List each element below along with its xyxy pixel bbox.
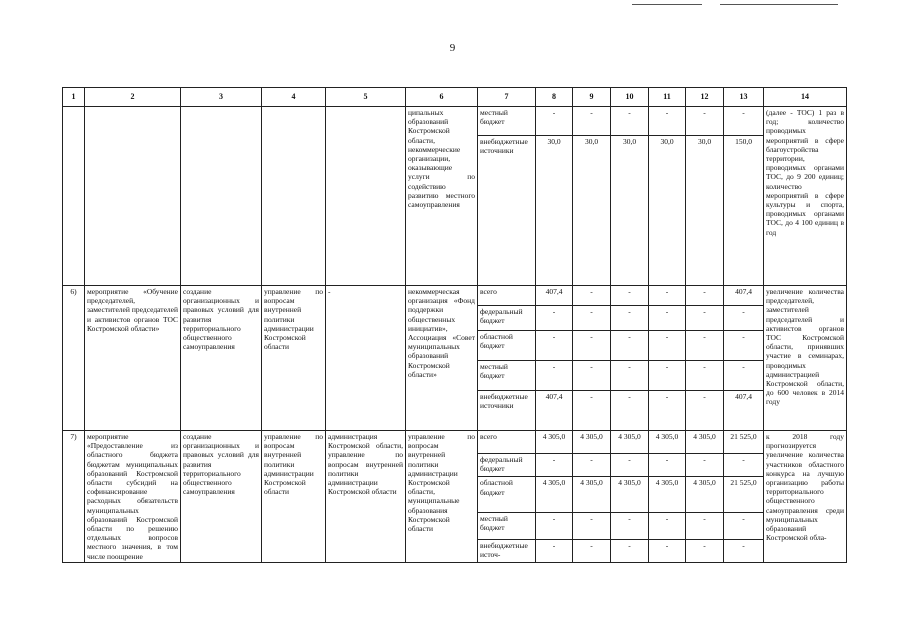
header-cell: 4 xyxy=(262,88,326,107)
amount-cell: - xyxy=(686,107,724,136)
amount-cell: 407,4 xyxy=(724,391,764,431)
amount-cell: - xyxy=(573,107,611,136)
amount-cell: - xyxy=(724,107,764,136)
header-row xyxy=(63,88,847,107)
expected-result-cell: к 2018 году прогнозируется увеличение количества участников областного конкурса на лучшую организацию работы территориального общественного самоуправления среди муниципальных образований Костромской обла- xyxy=(764,431,847,563)
amount-cell: 4 305,0 xyxy=(611,477,649,513)
participants-cell: некоммерческая организация «Фонд поддержки общественных инициатив», Ассоциация «Совет муниципальных образований Костромской области» xyxy=(406,286,478,431)
amount-cell: - xyxy=(724,513,764,539)
amount-cell: 4 305,0 xyxy=(686,477,724,513)
amount-cell: 4 305,0 xyxy=(536,477,573,513)
header-cell: 13 xyxy=(724,88,764,107)
table-row xyxy=(63,107,847,136)
amount-cell: - xyxy=(724,361,764,391)
amount-cell: - xyxy=(536,454,573,477)
responsible-cell: управление по вопросам внутренней политики администрации Костромской области xyxy=(262,286,326,431)
row-number-cell: 7) xyxy=(63,431,85,563)
participants-cell: ципальных образований Костромской области, некоммерческие организации, оказывающие услуги по содействию развитию местного самоуправления xyxy=(406,107,478,286)
amount-cell: 21 525,0 xyxy=(724,477,764,513)
funding-source-cell: областной бюджет xyxy=(478,477,536,513)
header-cell: 9 xyxy=(573,88,611,107)
amount-cell: - xyxy=(649,361,686,391)
co-executor-cell xyxy=(326,107,406,286)
amount-cell: 30,0 xyxy=(649,136,686,286)
amount-cell: - xyxy=(611,391,649,431)
header-cell: 12 xyxy=(686,88,724,107)
amount-cell: 4 305,0 xyxy=(573,431,611,454)
amount-cell: - xyxy=(649,539,686,562)
header-cell: 8 xyxy=(536,88,573,107)
amount-cell: - xyxy=(573,286,611,306)
funding-source-cell: внебюджетные источники xyxy=(478,391,536,431)
amount-cell: - xyxy=(686,286,724,306)
responsible-cell xyxy=(262,107,326,286)
funding-source-cell: местный бюджет xyxy=(478,361,536,391)
header-cell: 1 xyxy=(63,88,85,107)
amount-cell: 4 305,0 xyxy=(649,477,686,513)
amount-cell: - xyxy=(536,539,573,562)
funding-source-cell: всего xyxy=(478,286,536,306)
amount-cell: - xyxy=(611,107,649,136)
funding-source-cell: внебюджетные источники xyxy=(478,136,536,286)
amount-cell: - xyxy=(724,306,764,331)
funding-source-cell: федеральный бюджет xyxy=(478,306,536,331)
co-executor-cell: - xyxy=(326,286,406,431)
amount-cell: 4 305,0 xyxy=(649,431,686,454)
amount-cell: - xyxy=(649,391,686,431)
amount-cell: 30,0 xyxy=(686,136,724,286)
amount-cell: - xyxy=(536,331,573,361)
amount-cell: - xyxy=(611,454,649,477)
amount-cell: - xyxy=(573,306,611,331)
amount-cell: - xyxy=(611,513,649,539)
amount-cell: 30,0 xyxy=(573,136,611,286)
activity-cell: мероприятие «Предоставление из областного бюджета бюджетам муниципальных образований Костромской области субсидий на софинансирование расходных обязательств муниципальных образований Костромской области по решению отдельных вопросов местного значения, в том числе поощрение xyxy=(85,431,181,563)
amount-cell: - xyxy=(611,361,649,391)
row-number-cell xyxy=(63,107,85,286)
co-executor-cell: администрация Костромской области, управление по вопросам внутренней политики администрации Костромской области xyxy=(326,431,406,563)
table-row xyxy=(63,286,847,306)
amount-cell: - xyxy=(724,539,764,562)
amount-cell: - xyxy=(724,331,764,361)
activity-cell: мероприятие «Обучение председателей, заместителей председателей и активистов органов ТОС Костромской области» xyxy=(85,286,181,431)
amount-cell: 4 305,0 xyxy=(611,431,649,454)
amount-cell: - xyxy=(686,361,724,391)
amount-cell: 30,0 xyxy=(611,136,649,286)
participants-cell: управление по вопросам внутренней политики администрации Костромской области, муниципальные образования Костромской области xyxy=(406,431,478,563)
amount-cell: - xyxy=(649,513,686,539)
header-cell: 7 xyxy=(478,88,536,107)
amount-cell: 407,4 xyxy=(536,286,573,306)
expected-result-cell: (далее - ТОС) 1 раз в год; количество проводимых мероприятий в сфере благоустройства территории, проводимых органами ТОС, до 9 200 единиц; количество мероприятий в сфере культуры и спорта, проводимых органами ТОС, до 4 100 единиц в год xyxy=(764,107,847,286)
amount-cell: 150,0 xyxy=(724,136,764,286)
goal-cell xyxy=(181,107,262,286)
amount-cell: 407,4 xyxy=(536,391,573,431)
activity-cell xyxy=(85,107,181,286)
amount-cell: 4 305,0 xyxy=(536,431,573,454)
funding-source-cell: всего xyxy=(478,431,536,454)
funding-source-cell: федеральный бюджет xyxy=(478,454,536,477)
top-rule-right xyxy=(720,4,838,5)
funding-source-cell: местный бюджет xyxy=(478,513,536,539)
header-cell: 2 xyxy=(85,88,181,107)
amount-cell: - xyxy=(686,391,724,431)
goal-cell: создание организационных и правовых условий для развития территориального общественного самоуправления xyxy=(181,431,262,563)
header-cell: 11 xyxy=(649,88,686,107)
program-table xyxy=(62,87,847,563)
amount-cell: - xyxy=(573,454,611,477)
amount-cell: - xyxy=(536,361,573,391)
amount-cell: - xyxy=(686,454,724,477)
amount-cell: - xyxy=(724,454,764,477)
funding-source-cell: местный бюджет xyxy=(478,107,536,136)
amount-cell: - xyxy=(686,539,724,562)
amount-cell: - xyxy=(573,331,611,361)
amount-cell: 407,4 xyxy=(724,286,764,306)
amount-cell: 21 525,0 xyxy=(724,431,764,454)
header-cell: 6 xyxy=(406,88,478,107)
amount-cell: - xyxy=(536,107,573,136)
row-number-cell: 6) xyxy=(63,286,85,431)
expected-result-cell: увеличение количества председателей, заместителей председателей и активистов органов ТОС Костромской области, принявших участие в семинарах, проводимых администрацией Костромской области, до 600 человек в 2014 году xyxy=(764,286,847,431)
amount-cell: - xyxy=(611,539,649,562)
amount-cell: - xyxy=(649,454,686,477)
header-cell: 3 xyxy=(181,88,262,107)
header-cell: 14 xyxy=(764,88,847,107)
amount-cell: 4 305,0 xyxy=(686,431,724,454)
amount-cell: - xyxy=(649,107,686,136)
header-cell: 5 xyxy=(326,88,406,107)
amount-cell: - xyxy=(611,331,649,361)
amount-cell: 4 305,0 xyxy=(573,477,611,513)
amount-cell: - xyxy=(573,361,611,391)
amount-cell: - xyxy=(611,286,649,306)
table-row xyxy=(63,431,847,454)
amount-cell: - xyxy=(649,286,686,306)
amount-cell: - xyxy=(686,306,724,331)
goal-cell: создание организационных и правовых условий для развития территориального общественного самоуправления xyxy=(181,286,262,431)
amount-cell: - xyxy=(649,306,686,331)
amount-cell: - xyxy=(573,513,611,539)
amount-cell: 30,0 xyxy=(536,136,573,286)
responsible-cell: управление по вопросам внутренней политики администрации Костромской области xyxy=(262,431,326,563)
amount-cell: - xyxy=(536,306,573,331)
amount-cell: - xyxy=(536,513,573,539)
page-number: 9 xyxy=(449,42,456,54)
amount-cell: - xyxy=(573,391,611,431)
top-rule-left xyxy=(632,4,702,5)
amount-cell: - xyxy=(611,306,649,331)
amount-cell: - xyxy=(573,539,611,562)
funding-source-cell: внебюджетные источ- xyxy=(478,539,536,562)
funding-source-cell: областной бюджет xyxy=(478,331,536,361)
amount-cell: - xyxy=(686,513,724,539)
header-cell: 10 xyxy=(611,88,649,107)
amount-cell: - xyxy=(649,331,686,361)
amount-cell: - xyxy=(686,331,724,361)
